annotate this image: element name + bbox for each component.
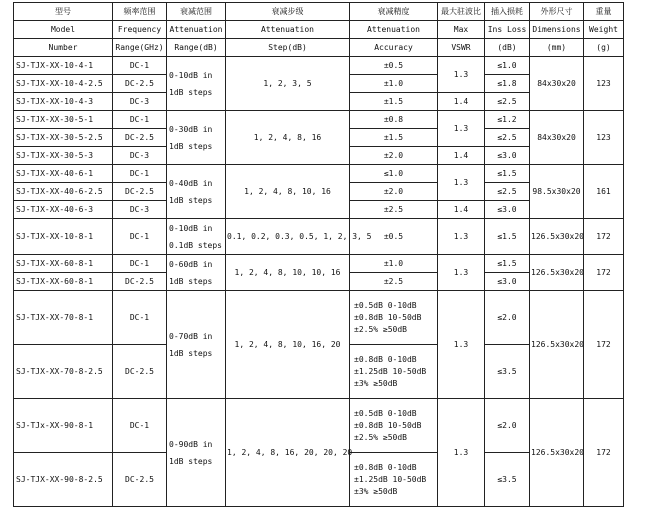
model-cell: SJ-TJX-XX-10-4-2.5 [14,75,113,93]
attenuation-range-cell [167,291,226,399]
weight-cell: 161 [584,165,624,219]
header-vswr-en2: VSWR [438,39,485,57]
accuracy-cell [350,453,438,507]
accuracy-cell: ±0.5 [350,219,438,255]
ins-loss-cell: ≤1.5 [485,165,530,183]
model-cell: SJ-TJX-XX-30-5-2.5 [14,129,113,147]
header-ins-loss-en2: (dB) [485,39,530,57]
step-cell: 1, 2, 4, 8, 10, 10, 16 [226,255,350,291]
header-accuracy-en1: Attenuation [350,21,438,39]
ins-loss-cell: ≤1.0 [485,57,530,75]
header-dimensions-cn: 外形尺寸 [530,3,584,21]
dimensions-cell: 126.5x30x20 [530,291,584,399]
model-cell: SJ-TJX-XX-90-8-2.5 [14,453,113,507]
table-body [14,57,624,507]
header-row-en2 [14,39,624,57]
accuracy-line: ±3% ≥50dB [354,378,398,388]
frequency-cell: DC-3 [113,201,167,219]
accuracy-line: ±3% ≥50dB [354,486,398,496]
accuracy-cell: ±0.8 [350,111,438,129]
model-cell: SJ-TJX-XX-30-5-3 [14,147,113,165]
frequency-cell: DC-2.5 [113,183,167,201]
weight-cell: 123 [584,57,624,111]
dimensions-cell: 126.5x30x20 [530,219,584,255]
accuracy-line: ±0.5dB 0-10dB [354,408,417,418]
header-step-en1: Attenuation [226,21,350,39]
frequency-cell: DC-2.5 [113,453,167,507]
ins-loss-cell: ≤1.2 [485,111,530,129]
model-cell: SJ-TJX-XX-40-6-3 [14,201,113,219]
ins-loss-cell: ≤1.8 [485,75,530,93]
frequency-cell: DC-1 [113,291,167,345]
weight-cell: 123 [584,111,624,165]
vswr-cell: 1.4 [438,201,485,219]
header-accuracy-en2: Accuracy [350,39,438,57]
weight-cell: 172 [584,291,624,399]
ins-loss-cell: ≤2.5 [485,183,530,201]
dimensions-cell: 84x30x20 [530,57,584,111]
model-cell: SJ-TJX-XX-70-8-1 [14,291,113,345]
accuracy-cell [350,291,438,345]
range-line: 1dB steps [169,141,213,151]
range-line: 0-90dB in [169,439,213,449]
frequency-cell: DC-1 [113,111,167,129]
attenuation-range-cell [167,165,226,219]
header-model-en2: Number [14,39,113,57]
table-row [14,255,624,273]
frequency-cell: DC-1 [113,219,167,255]
ins-loss-cell: ≤3.5 [485,345,530,399]
dimensions-cell: 126.5x30x20 [530,255,584,291]
table-row [14,219,624,255]
attenuator-spec-table [13,2,624,507]
attenuation-range-cell [167,255,226,291]
weight-cell: 172 [584,399,624,507]
step-cell: 1, 2, 4, 8, 10, 16, 20 [226,291,350,399]
frequency-cell: DC-3 [113,93,167,111]
frequency-cell: DC-2.5 [113,273,167,291]
vswr-cell: 1.3 [438,165,485,201]
header-accuracy-cn: 衰减精度 [350,3,438,21]
header-vswr-en1: Max [438,21,485,39]
header-dimensions-en1: Dimensions [530,21,584,39]
vswr-cell: 1.3 [438,255,485,291]
model-cell: SJ-TJX-XX-10-4-1 [14,57,113,75]
model-cell: SJ-TJX-XX-40-6-1 [14,165,113,183]
frequency-cell: DC-1 [113,57,167,75]
ins-loss-cell: ≤3.5 [485,453,530,507]
accuracy-cell: ±2.5 [350,201,438,219]
dimensions-cell: 98.5x30x20 [530,165,584,219]
header-frequency-cn: 频率范围 [113,3,167,21]
step-cell: 1, 2, 3, 5 [226,57,350,111]
accuracy-cell: ±0.5 [350,57,438,75]
vswr-cell: 1.4 [438,93,485,111]
frequency-cell: DC-3 [113,147,167,165]
range-line: 1dB steps [169,348,213,358]
header-row-cn [14,3,624,21]
attenuation-range-cell [167,399,226,507]
range-line: 0-30dB in [169,124,213,134]
header-weight-en2: (g) [584,39,624,57]
table-header [14,3,624,57]
header-row-en1 [14,21,624,39]
range-line: 0-70dB in [169,331,213,341]
header-frequency-en2: Range(GHz) [113,39,167,57]
header-ins-loss-en1: Ins Loss [485,21,530,39]
frequency-cell: DC-1 [113,399,167,453]
accuracy-line: ±2.5% ≥50dB [354,324,407,334]
accuracy-line: ±0.5dB 0-10dB [354,300,417,310]
header-attenuation-range-en2: Range(dB) [167,39,226,57]
accuracy-cell: ±1.0 [350,255,438,273]
accuracy-cell [350,399,438,453]
accuracy-line: ±1.25dB 10-50dB [354,474,427,484]
range-line: 0.1dB steps [169,240,222,250]
model-cell: SJ-TJX-XX-30-5-1 [14,111,113,129]
accuracy-cell: ±1.0 [350,75,438,93]
ins-loss-cell: ≤1.5 [485,219,530,255]
accuracy-cell: ±1.5 [350,129,438,147]
table-row [14,111,624,129]
accuracy-cell: ±1.5 [350,93,438,111]
model-cell: SJ-TJX-XX-10-4-3 [14,93,113,111]
accuracy-cell: ±2.5 [350,273,438,291]
attenuation-range-cell [167,57,226,111]
range-line: 0-60dB in [169,259,213,269]
ins-loss-cell: ≤3.0 [485,273,530,291]
ins-loss-cell: ≤2.5 [485,129,530,147]
table-row [14,291,624,345]
table-row [14,57,624,75]
range-line: 1dB steps [169,195,213,205]
frequency-cell: DC-1 [113,255,167,273]
header-weight-en1: Weight [584,21,624,39]
vswr-cell: 1.3 [438,111,485,147]
weight-cell: 172 [584,219,624,255]
header-vswr-cn: 最大驻波比 [438,3,485,21]
accuracy-line: ±0.8dB 0-10dB [354,462,417,472]
range-line: 1dB steps [169,456,213,466]
accuracy-line: ±0.8dB 10-50dB [354,420,422,430]
table-row [14,165,624,183]
frequency-cell: DC-1 [113,165,167,183]
weight-cell: 172 [584,255,624,291]
vswr-cell: 1.4 [438,147,485,165]
step-cell: 1, 2, 4, 8, 16 [226,111,350,165]
step-cell: 1, 2, 4, 8, 10, 16 [226,165,350,219]
range-line: 1dB steps [169,276,213,286]
step-cell: 0.1, 0.2, 0.3, 0.5, 1, 2, 3, 5 [226,219,350,255]
model-cell: SJ-TJX-XX-60-8-1 [14,255,113,273]
header-ins-loss-cn: 插入损耗 [485,3,530,21]
dimensions-cell: 84x30x20 [530,111,584,165]
range-line: 0-10dB in [169,70,213,80]
ins-loss-cell: ≤2.0 [485,291,530,345]
header-attenuation-range-cn: 衰减范围 [167,3,226,21]
ins-loss-cell: ≤1.5 [485,255,530,273]
vswr-cell: 1.3 [438,57,485,93]
accuracy-line: ±1.25dB 10-50dB [354,366,427,376]
ins-loss-cell: ≤2.5 [485,93,530,111]
frequency-cell: DC-2.5 [113,129,167,147]
vswr-cell: 1.3 [438,399,485,507]
range-line: 0-10dB in [169,223,213,233]
header-model-cn: 型号 [14,3,113,21]
header-frequency-en1: Frequency [113,21,167,39]
header-model-en1: Model [14,21,113,39]
step-cell: 1, 2, 4, 8, 16, 20, 20, 20 [226,399,350,507]
model-cell: SJ-TJX-XX-70-8-2.5 [14,345,113,399]
vswr-cell: 1.3 [438,291,485,399]
range-line: 1dB steps [169,87,213,97]
accuracy-cell: ≤1.0 [350,165,438,183]
header-dimensions-en2: (mm) [530,39,584,57]
dimensions-cell: 126.5x30x20 [530,399,584,507]
header-weight-cn: 重量 [584,3,624,21]
ins-loss-cell: ≤2.0 [485,399,530,453]
accuracy-line: ±0.8dB 10-50dB [354,312,422,322]
frequency-cell: DC-2.5 [113,345,167,399]
accuracy-line: ±2.5% ≥50dB [354,432,407,442]
table-row [14,399,624,453]
attenuation-range-cell [167,111,226,165]
vswr-cell: 1.3 [438,219,485,255]
attenuation-range-cell [167,219,226,255]
model-cell: SJ-TJx-XX-90-8-1 [14,399,113,453]
range-line: 0-40dB in [169,178,213,188]
accuracy-cell: ±2.0 [350,183,438,201]
accuracy-cell: ±2.0 [350,147,438,165]
model-cell: SJ-TJX-XX-40-6-2.5 [14,183,113,201]
model-cell: SJ-TJX-XX-60-8-1 [14,273,113,291]
model-cell: SJ-TJX-XX-10-8-1 [14,219,113,255]
accuracy-cell [350,345,438,399]
ins-loss-cell: ≤3.0 [485,147,530,165]
header-attenuation-range-en1: Attenuation [167,21,226,39]
header-step-cn: 衰减步级 [226,3,350,21]
frequency-cell: DC-2.5 [113,75,167,93]
ins-loss-cell: ≤3.0 [485,201,530,219]
header-step-en2: Step(dB) [226,39,350,57]
accuracy-line: ±0.8dB 0-10dB [354,354,417,364]
